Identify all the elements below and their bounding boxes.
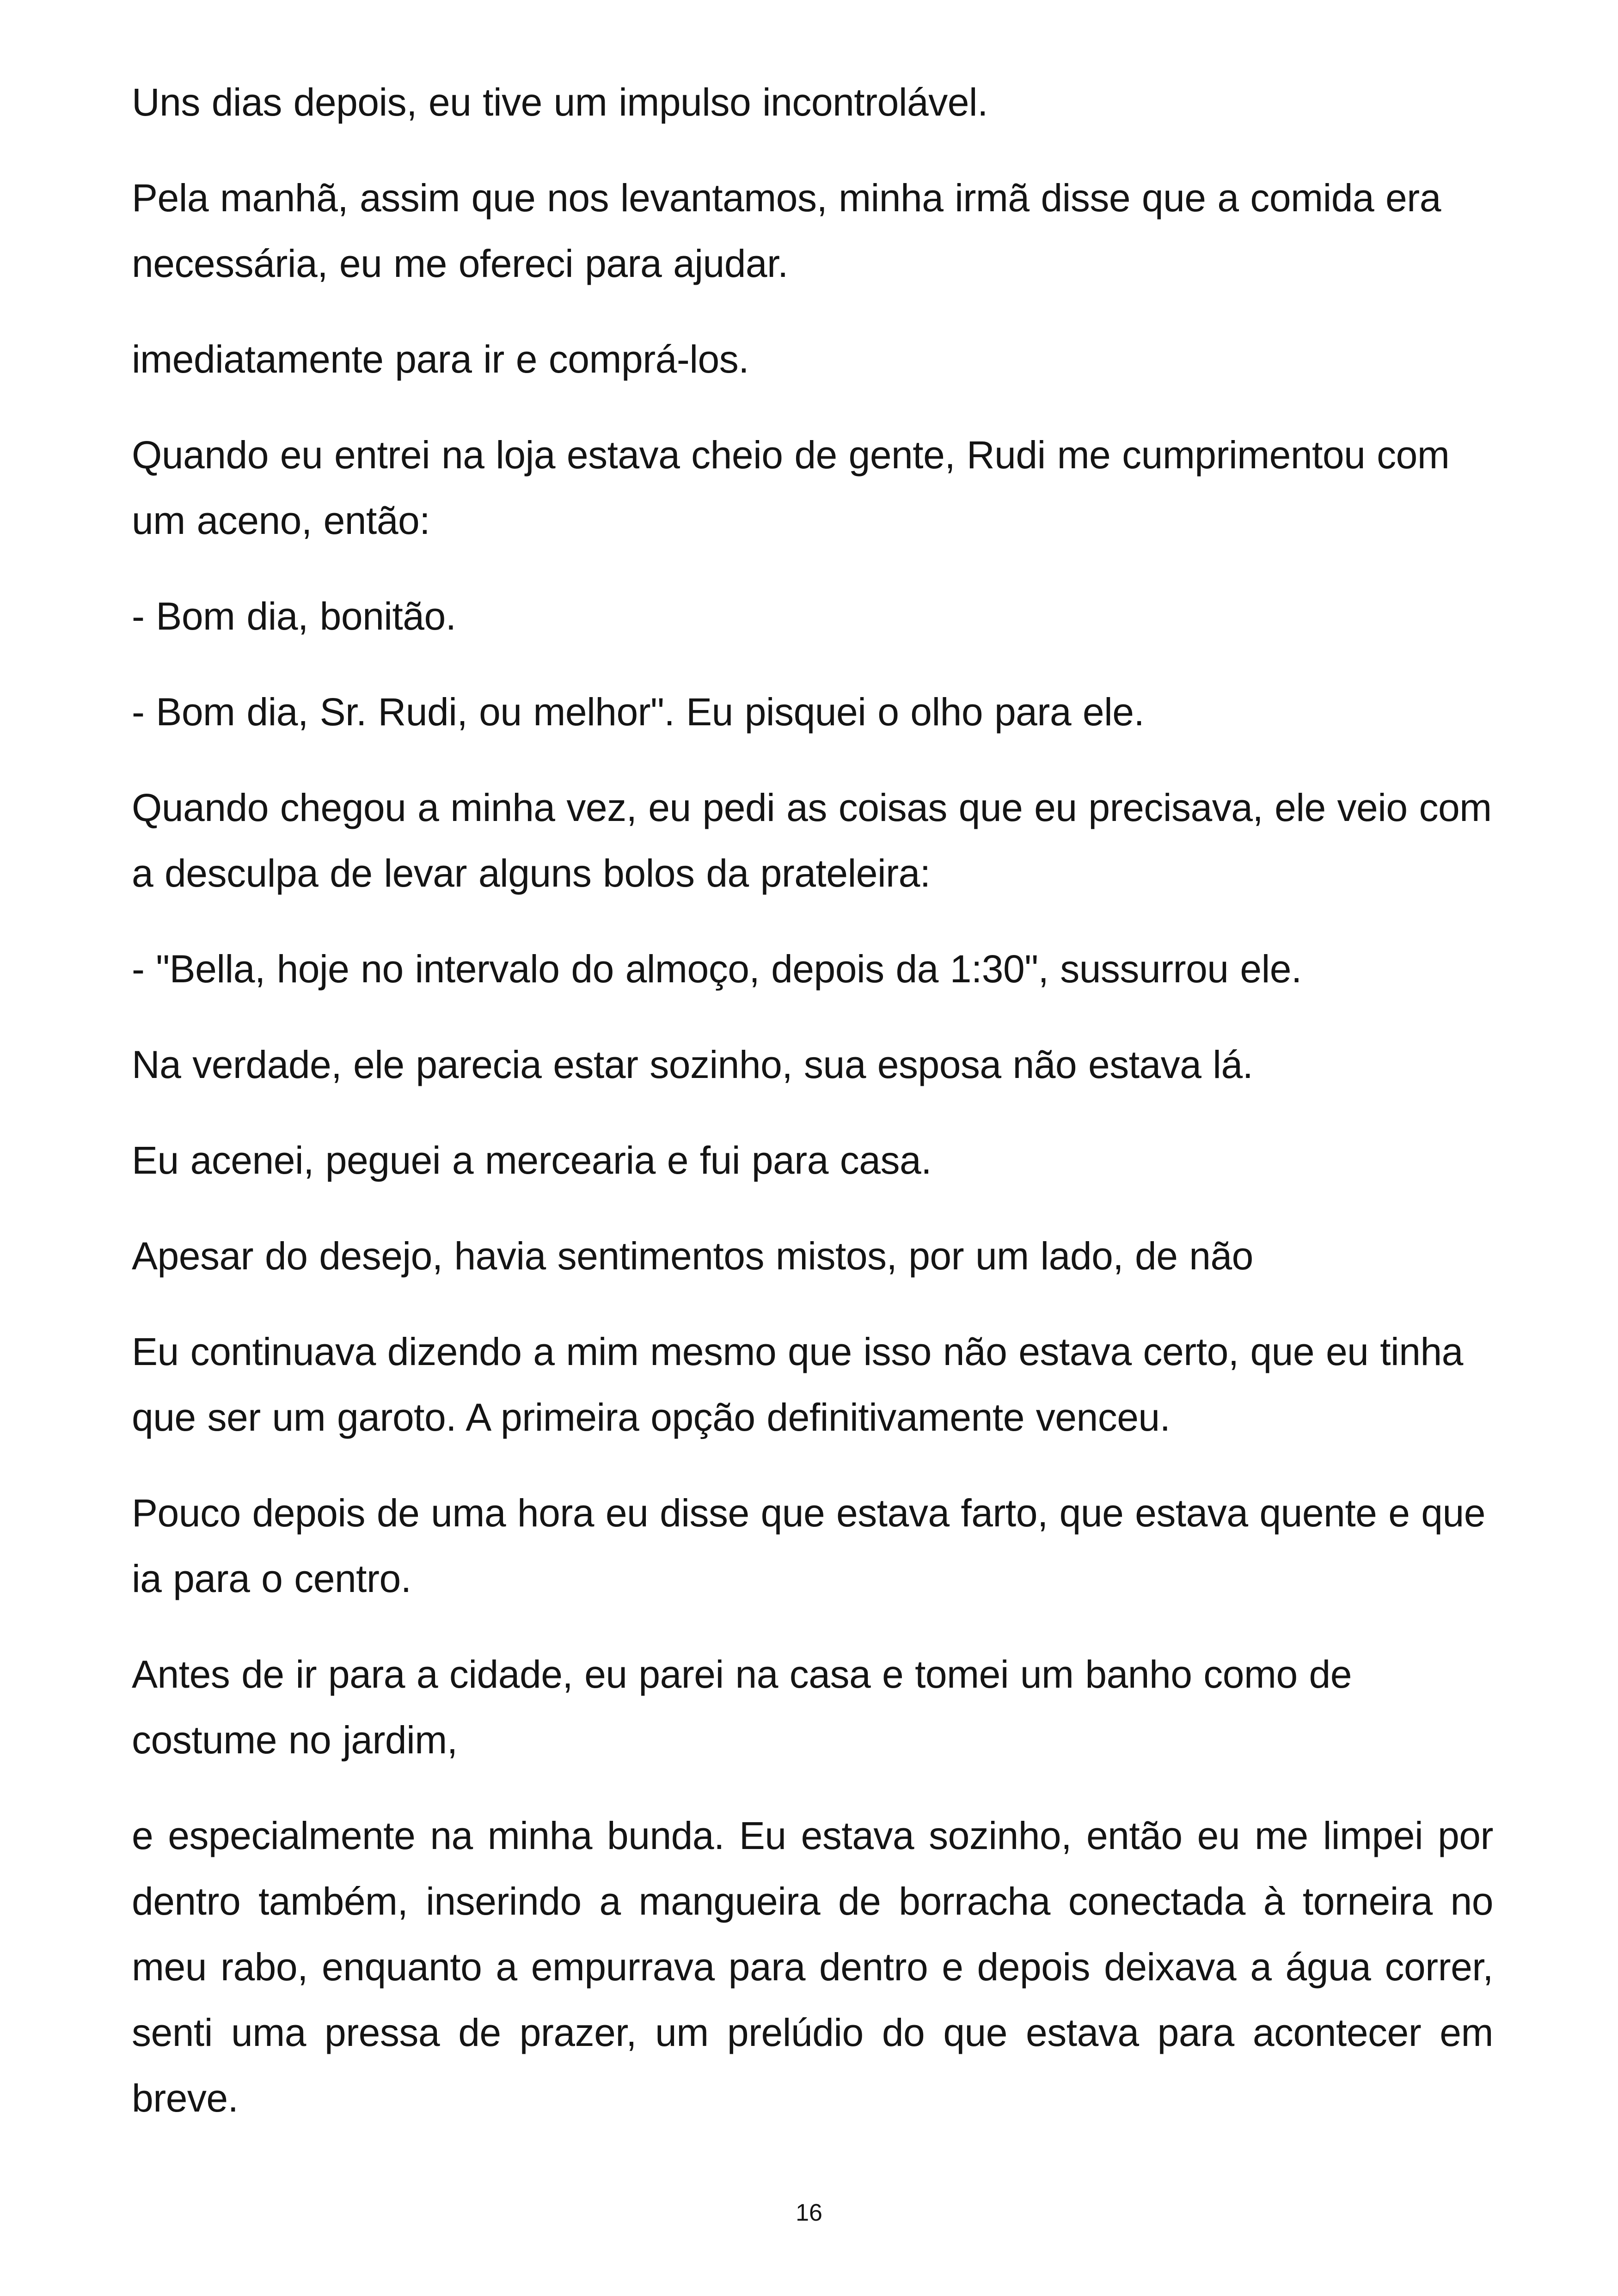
paragraph: Quando chegou a minha vez, eu pedi as coisas que eu precisava, ele veio com a desculpa de levar alguns bolos da prateleira: <box>132 786 1492 895</box>
paragraph: Na verdade, ele parecia estar sozinho, sua esposa não estava lá. <box>132 1043 1253 1086</box>
paragraph: Pouco depois de uma hora eu disse que estava farto, que estava quente e que ia para o centro. <box>132 1491 1485 1600</box>
paragraph: Eu acenei, peguei a mercearia e fui para casa. <box>132 1139 932 1182</box>
page-number: 16 <box>796 2199 822 2226</box>
paragraph: Eu continuava dizendo a mim mesmo que isso não estava certo, que eu tinha que ser um garoto. A primeira opção definitivamente venceu. <box>132 1330 1463 1439</box>
paragraph: Antes de ir para a cidade, eu parei na casa e tomei um banho como de costume no jardim, <box>132 1653 1352 1762</box>
paragraph: imediatamente para ir e comprá-los. <box>132 337 749 381</box>
dialogue-line: - "Bella, hoje no intervalo do almoço, depois da 1:30", sussurrou ele. <box>132 947 1302 991</box>
body-text <box>132 69 1493 2161</box>
dialogue-line: - Bom dia, Sr. Rudi, ou melhor". Eu pisquei o olho para ele. <box>132 690 1145 734</box>
dialogue-line: - Bom dia, bonitão. <box>132 594 456 638</box>
paragraph: Quando eu entrei na loja estava cheio de gente, Rudi me cumprimentou com um aceno, então: <box>132 433 1450 542</box>
paragraph: Apesar do desejo, havia sentimentos mistos, por um lado, de não <box>132 1234 1253 1278</box>
paragraph: Uns dias depois, eu tive um impulso incontrolável. <box>132 80 988 124</box>
paragraph: Pela manhã, assim que nos levantamos, minha irmã disse que a comida era necessária, eu me ofereci para ajudar. <box>132 176 1441 285</box>
paragraph: e especialmente na minha bunda. Eu estava sozinho, então eu me limpei por dentro também, inserindo a mangueira de borracha conectada à torneira no meu rabo, enquanto a empurrava para dentro e depois deixava a água correr, senti uma pressa de prazer, um prelúdio do que estava para acontecer em breve. <box>132 1814 1493 2120</box>
